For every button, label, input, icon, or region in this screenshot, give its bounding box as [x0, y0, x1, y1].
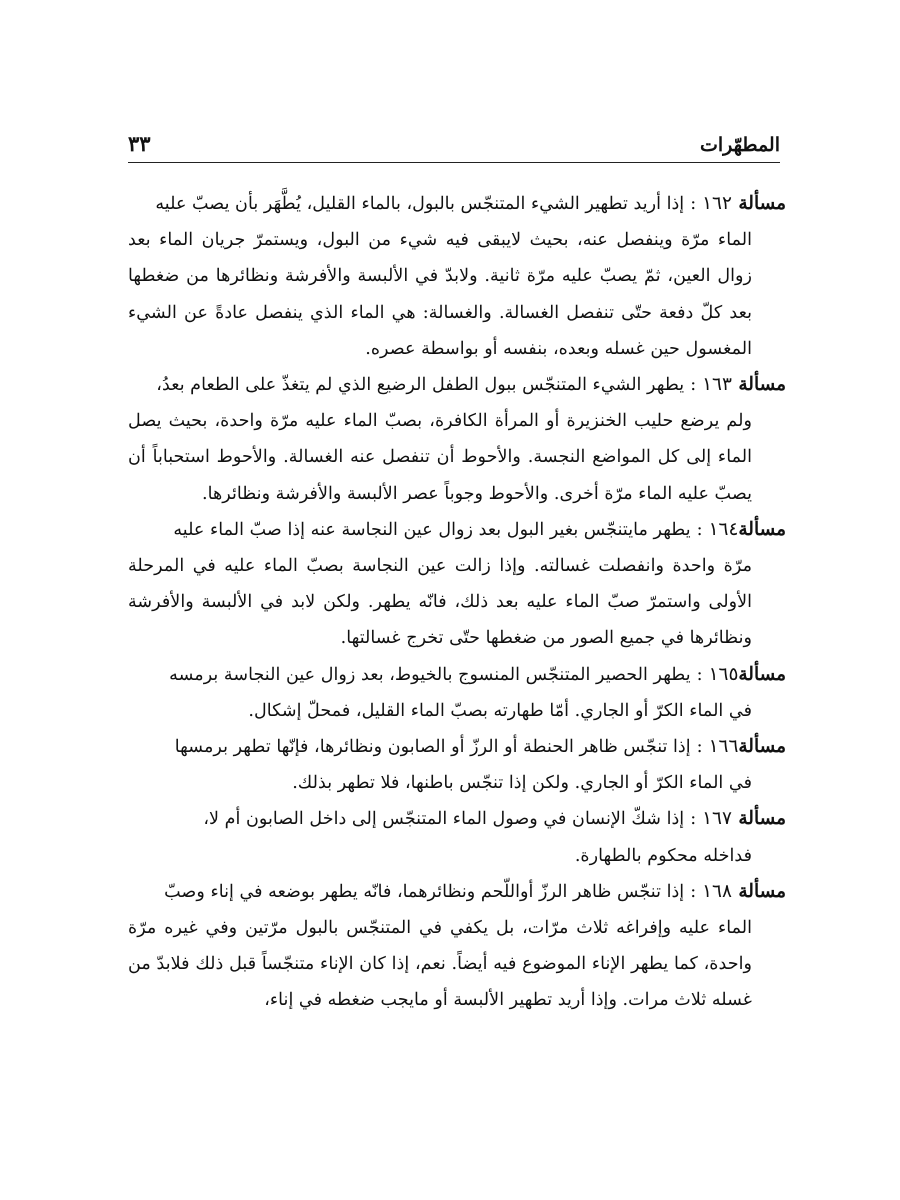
issue-label: مسألة١٦٥: [708, 663, 786, 685]
issue-text: إذا تنجّس ظاهر الرزّ أواللّحم ونظائرهما، فانّه يطهر بوضعه في إناء وصبّ: [164, 881, 685, 902]
issue-text: إذا أريد تطهير الشيء المتنجّس بالبول، بالماء القليل، يُطَّهَر بأن يصبّ عليه: [155, 194, 685, 214]
issue-label: مسألة ١٦٨: [702, 880, 786, 902]
page-number: ٣٣: [128, 131, 151, 156]
issue-label: مسألة١٦٦: [708, 736, 786, 758]
issue-text-cont: الماء عليه وإفراغه ثلاث مرّات، بل يكفي في المتنجّس بالبول مرّتين وفي غيره مرّة واحدة، كما يطهر الإناء الموضوع فيه أيضاً. نعم، إذا كان الإناء متنجّساً قبل ذلك فلابدّ من غسله ثلاث مرات. وإذا أريد تطهير الألبسة أو مايجب ضغطه في إناء،: [128, 918, 752, 1011]
issue-166: مسألة١٦٦:إذا تنجّس ظاهر الحنطة أو الرزّ أو الصابون ونظائرها، فإنّها تطهر برمسها في الماء الكرّ أو الجاري. ولكن إذا تنجّس باطنها، فلا تطهر بذلك.: [128, 729, 786, 801]
issue-label: مسألة١٦٤: [708, 518, 786, 540]
issue-label: مسألة ١٦٧: [702, 808, 786, 830]
issue-label: مسألة ١٦٣: [702, 374, 786, 396]
section-title: المطهّرات: [699, 134, 780, 156]
issue-164: مسألة١٦٤:يطهر مايتنجّس بغير البول بعد زوال عين النجاسة عنه إذا صبّ الماء عليه مرّة واحدة وانفصلت غسالته. وإذا زالت عين النجاسة بصبّ الماء عليه في المرحلة الأولى واستمرّ صبّ الماء عليه بعد ذلك، فانّه يطهر. ولكن لابد في الألبسة والأفرشة ونظائرها في جميع الصور من ضغطها حتّى تخرج غسالتها.: [128, 512, 786, 657]
issue-text-cont: فداخله محكوم بالطهارة.: [574, 845, 752, 866]
issue-165: مسألة١٦٥:يطهر الحصير المتنجّس المنسوج بالخيوط، بعد زوال عين النجاسة برمسه في الماء الكرّ أو الجاري. أمّا طهارته بصبّ الماء القليل، فمحلّ إشكال.: [128, 657, 786, 729]
issue-text-cont: الماء مرّة وينفصل عنه، بحيث لايبقى فيه شيء من البول، ويستمرّ جريان الماء بعد زوال العين، ثمّ يصبّ عليه مرّة ثانية. ولابدّ في الألبسة والأفرشة ونظائرها من ضغطها بعد كلّ دفعة حتّى تنفصل الغسالة. والغسالة: هي الماء الذي ينفصل عادةً عن الشيء المغسول حين غسله وبعده، بنفسه أو بواسطة عصره.: [128, 230, 752, 359]
issue-text-cont: مرّة واحدة وانفصلت غسالته. وإذا زالت عين النجاسة بصبّ الماء عليه في المرحلة الأولى واستمرّ صبّ الماء عليه بعد ذلك، فانّه يطهر. ولكن لابد في الألبسة والأفرشة ونظائرها في جميع الصور من ضغطها حتّى تخرج غسالتها.: [128, 556, 752, 649]
issue-163: مسألة ١٦٣:يطهر الشيء المتنجّس ببول الطفل الرضيع الذي لم يتغذّ على الطعام بعدُ، ولم يرضع حليب الخنزيرة أو المرأة الكافرة، بصبّ الماء عليه مرّة واحدة، بحيث يصل الماء إلى كل المواضع النجسة. والأحوط أن تنفصل عنه الغسالة. والأحوط استحباباً أن يصبّ عليه الماء مرّة أخرى. والأحوط وجوباً عصر الألبسة والأفرشة ونظائرها.: [128, 367, 786, 512]
issue-text: يطهر مايتنجّس بغير البول بعد زوال عين النجاسة عنه إذا صبّ الماء عليه: [173, 519, 691, 540]
issue-text: يطهر الشيء المتنجّس ببول الطفل الرضيع الذي لم يتغذّ على الطعام بعدُ،: [156, 375, 685, 396]
issue-167: مسألة ١٦٧:إذا شكّ الإنسان في وصول الماء المتنجّس إلى داخل الصابون أم لا، فداخله محكوم بالطهارة.: [128, 801, 786, 873]
issue-162: مسألة ١٦٢:إذا أريد تطهير الشيء المتنجّس بالبول، بالماء القليل، يُطَّهَر بأن يصبّ عليه الماء مرّة وينفصل عنه، بحيث لايبقى فيه شيء من البول، ويستمرّ جريان الماء بعد زوال العين، ثمّ يصبّ عليه مرّة ثانية. ولابدّ في الألبسة والأفرشة ونظائرها من ضغطها بعد كلّ دفعة حتّى تنفصل الغسالة. والغسالة: هي الماء الذي ينفصل عادةً عن الشيء المغسول حين غسله وبعده، بنفسه أو بواسطة عصره.: [128, 186, 786, 367]
issue-text: إذا شكّ الإنسان في وصول الماء المتنجّس إلى داخل الصابون أم لا،: [203, 809, 685, 830]
issue-text: يطهر الحصير المتنجّس المنسوج بالخيوط، بعد زوال عين النجاسة برمسه: [169, 664, 691, 685]
issue-label: مسألة ١٦٢: [702, 193, 786, 214]
issue-168: مسألة ١٦٨:إذا تنجّس ظاهر الرزّ أواللّحم ونظائرهما، فانّه يطهر بوضعه في إناء وصبّ الماء عليه وإفراغه ثلاث مرّات، بل يكفي في المتنجّس بالبول مرّتين وفي غيره مرّة واحدة، كما يطهر الإناء الموضوع فيه أيضاً. نعم، إذا كان الإناء متنجّساً قبل ذلك فلابدّ من غسله ثلاث مرات. وإذا أريد تطهير الألبسة أو مايجب ضغطه في إناء،: [128, 874, 786, 1019]
page-body: [128, 186, 786, 1019]
running-header: [128, 128, 780, 163]
issue-text: إذا تنجّس ظاهر الحنطة أو الرزّ أو الصابون ونظائرها، فإنّها تطهر برمسها: [174, 737, 691, 758]
issue-text-cont: في الماء الكرّ أو الجاري. أمّا طهارته بصبّ الماء القليل، فمحلّ إشكال.: [248, 700, 752, 721]
issue-text-cont: في الماء الكرّ أو الجاري. ولكن إذا تنجّس باطنها، فلا تطهر بذلك.: [292, 773, 752, 794]
issue-text-cont: ولم يرضع حليب الخنزيرة أو المرأة الكافرة، بصبّ الماء عليه مرّة واحدة، بحيث يصل الماء إلى كل المواضع النجسة. والأحوط أن تنفصل عنه الغسالة. والأحوط استحباباً أن يصبّ عليه الماء مرّة أخرى. والأحوط وجوباً عصر الألبسة والأفرشة ونظائرها.: [128, 411, 752, 504]
